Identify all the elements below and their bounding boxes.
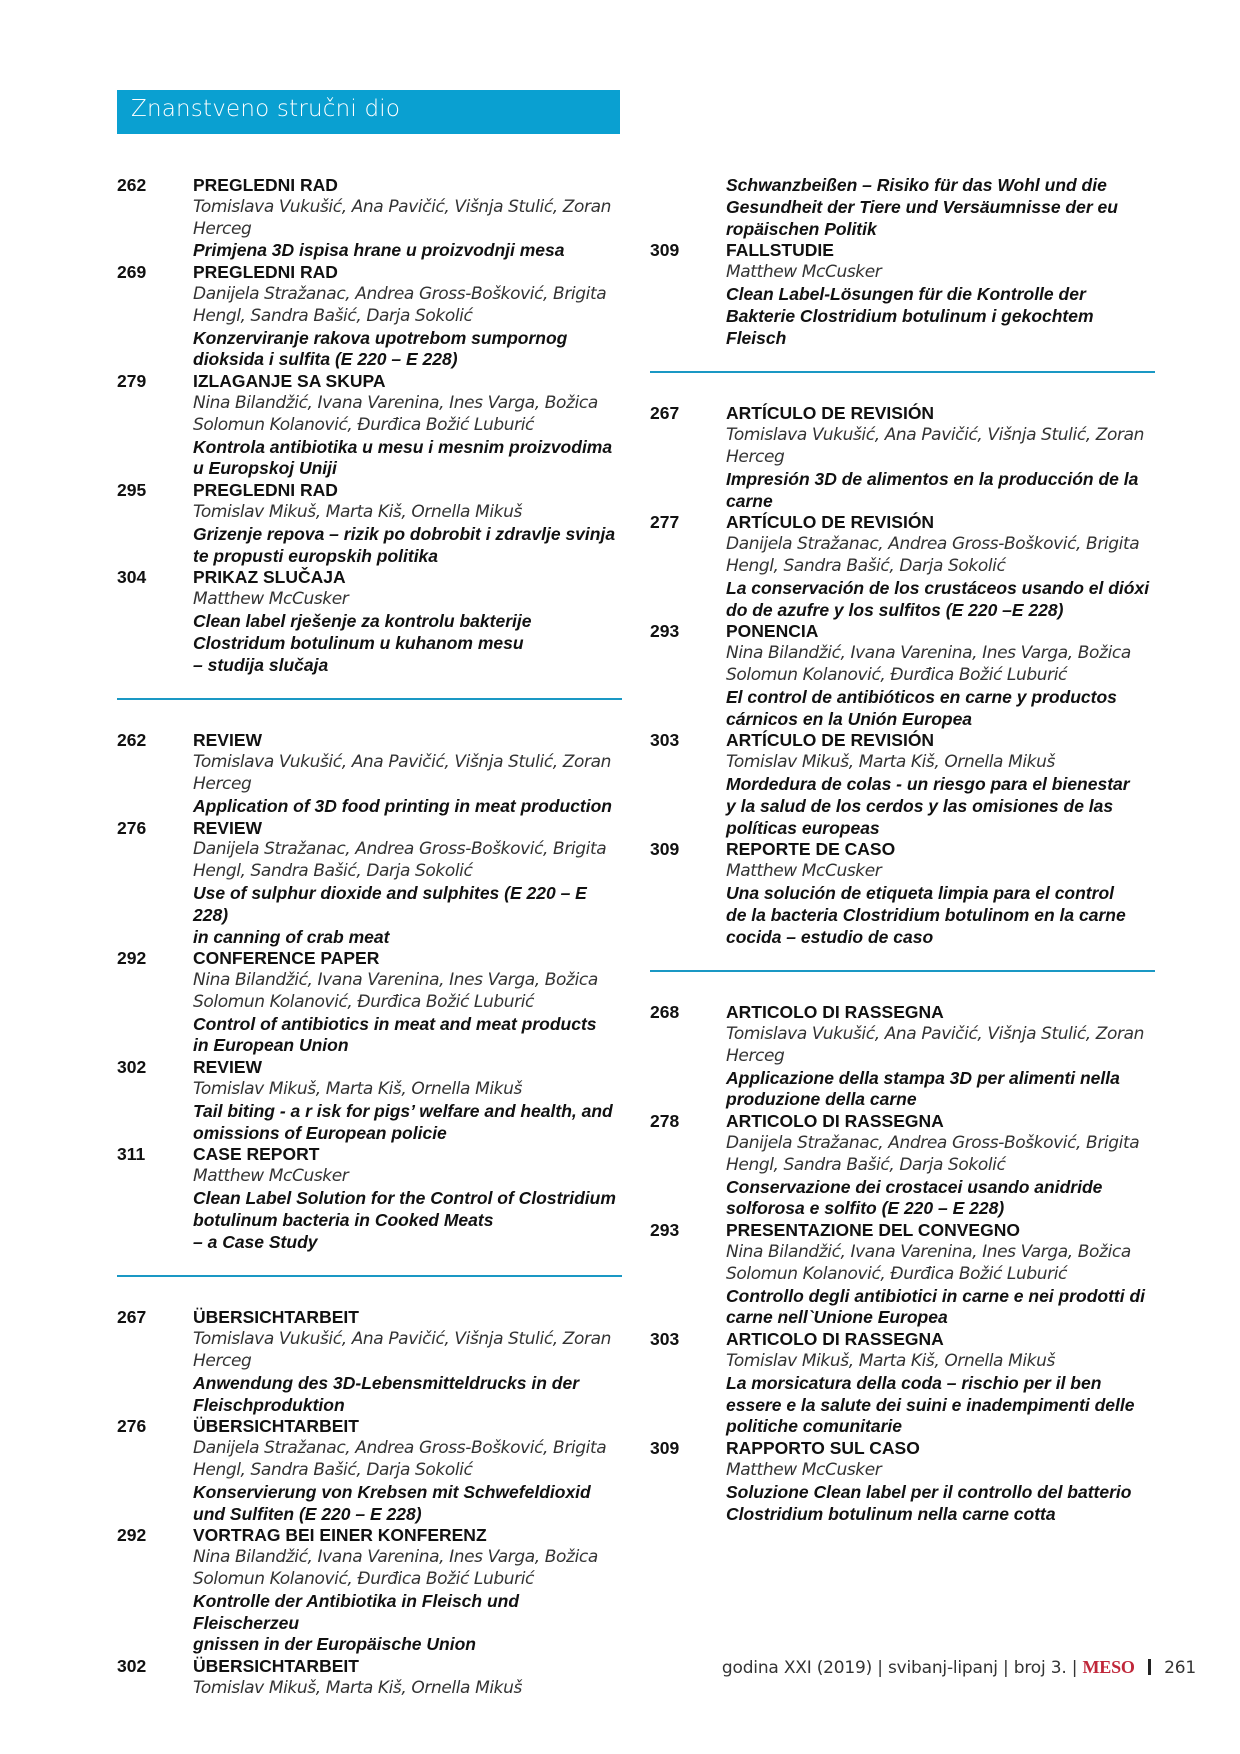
page-number: 304 [117, 567, 147, 588]
article-title[interactable]: Use of sulphur dioxide and sulphites (E 220 – E 228) [193, 882, 587, 925]
authors-line: Tomislav Mikuš, Marta Kiš, Ornella Mikuš [193, 1678, 522, 1698]
entry-body [726, 240, 1155, 349]
article-title[interactable]: Primjena 3D ispisa hrane u proizvodnji mesa [193, 240, 565, 261]
authors-line: Tomislava Vukušić, Ana Pavičić, Višnja Stulić, Zoran [193, 752, 611, 773]
section-header [117, 90, 620, 134]
article-title[interactable]: Konzerviranje rakova upotrebom sumpornog [193, 327, 568, 348]
article-title[interactable]: – a Case Study [193, 1231, 318, 1252]
authors-line: Tomislava Vukušić, Ana Pavičić, Višnja Stulić, Zoran [726, 1024, 1144, 1045]
entry-body [193, 1656, 622, 1700]
entry-body [193, 567, 622, 676]
entry-body [726, 621, 1155, 730]
authors-line: Herceg [193, 218, 252, 239]
page-number: 302 [117, 1656, 147, 1677]
entry-body [193, 818, 622, 949]
article-type: REPORTE DE CASO [726, 839, 896, 860]
authors-line: Danijela Stražanac, Andrea Gross-Bošković, Brigita [193, 839, 607, 860]
language-group [117, 730, 622, 1253]
authors-line: Solomun Kolanović, Đurđica Božić Luburić [193, 991, 534, 1012]
page-number: 303 [650, 730, 680, 751]
article-type: ARTICOLO DI RASSEGNA [726, 1002, 944, 1023]
entry-body [193, 1525, 622, 1656]
authors-line: Matthew McCusker [726, 1460, 882, 1481]
page-number: 302 [117, 1057, 147, 1078]
article-title[interactable]: gnissen in der Europäische Union [193, 1634, 476, 1655]
article-type: ARTICOLO DI RASSEGNA [726, 1111, 944, 1132]
language-group [650, 1002, 1155, 1525]
toc-entry[interactable] [117, 1656, 622, 1700]
issue-info: godina XXI (2019) | svibanj-lipanj | broj 3. | [721, 1658, 1078, 1678]
entry-body [726, 1220, 1155, 1329]
page-number: 267 [650, 403, 680, 424]
language-group [650, 403, 1155, 948]
authors-line: Hengl, Sandra Bašić, Darja Sokolić [193, 861, 473, 882]
authors-line: Danijela Stražanac, Andrea Gross-Bošković, Brigita [726, 1133, 1140, 1154]
authors-line: Nina Bilandžić, Ivana Varenina, Ines Varga, Božica [726, 643, 1131, 664]
article-title[interactable]: do de azufre y los sulfitos (E 220 –E 228) [726, 599, 1064, 620]
authors-line: Tomislav Mikuš, Marta Kiš, Ornella Mikuš [193, 501, 522, 522]
article-title[interactable]: Applicazione della stampa 3D per alimenti nella [726, 1067, 1120, 1088]
authors-line: Hengl, Sandra Bašić, Darja Sokolić [193, 305, 473, 326]
page-number: 276 [117, 1416, 147, 1437]
section-divider [117, 698, 622, 700]
article-title[interactable]: El control de antibióticos en carne y productos [726, 686, 1117, 707]
language-group [650, 240, 1155, 349]
toc-entry[interactable] [650, 1329, 1155, 1438]
page-number: 269 [117, 262, 147, 283]
page-number: 279 [117, 371, 147, 392]
language-group [117, 1307, 622, 1699]
page-number: 262 [117, 730, 147, 751]
right-column [650, 175, 1155, 1525]
authors-line: Herceg [726, 446, 785, 467]
article-title[interactable]: Soluzione Clean label per il controllo del batterio [726, 1481, 1132, 1502]
toc-entry[interactable] [117, 1525, 622, 1656]
page-number: 267 [117, 1307, 147, 1328]
article-title[interactable]: in canning of crab meat [193, 926, 390, 947]
toc-entry[interactable] [650, 1438, 1155, 1525]
toc-entry[interactable] [650, 240, 1155, 349]
article-type: ARTÍCULO DE REVISIÓN [726, 512, 935, 533]
toc-entry[interactable] [650, 1220, 1155, 1329]
page-number: 261 [1164, 1658, 1196, 1678]
authors-line: Tomislav Mikuš, Marta Kiš, Ornella Mikuš [726, 752, 1055, 773]
entry-body [726, 839, 1155, 948]
article-title[interactable]: cocida – estudio de caso [726, 926, 934, 947]
toc-entry[interactable] [117, 480, 622, 567]
page-number: 309 [650, 1438, 680, 1459]
page-number: 311 [117, 1144, 146, 1165]
article-title[interactable]: Grizenje repova – rizik po dobrobit i zdravlje svinja [193, 523, 616, 544]
article-title[interactable]: Fleischproduktion [193, 1394, 345, 1415]
page-number: 278 [650, 1111, 680, 1132]
article-title[interactable]: y la salud de los cerdos y las omisiones de las [726, 795, 1114, 816]
page-number: 309 [650, 839, 680, 860]
article-type: PREGLEDNI RAD [193, 480, 338, 501]
article-title[interactable]: La morsicatura della coda – rischio per il ben [726, 1372, 1102, 1393]
authors-line: Hengl, Sandra Bašić, Darja Sokolić [726, 1154, 1006, 1175]
article-type: PONENCIA [726, 621, 819, 642]
toc-entry[interactable] [117, 262, 622, 371]
authors-line: Hengl, Sandra Bašić, Darja Sokolić [726, 555, 1006, 576]
footer-separator [1148, 1659, 1151, 1675]
article-type: REVIEW [193, 817, 263, 838]
article-title[interactable]: solforosa e solfito (E 220 – E 228) [726, 1198, 1005, 1219]
article-type: CONFERENCE PAPER [193, 948, 380, 969]
authors-line: Tomislava Vukušić, Ana Pavičić, Višnja Stulić, Zoran [726, 425, 1144, 446]
toc-entry[interactable] [650, 1002, 1155, 1111]
entry-body [726, 1002, 1155, 1111]
entry-body [726, 1329, 1155, 1438]
article-title[interactable]: Konservierung von Krebsen mit Schwefeldioxid [193, 1481, 591, 1502]
authors-line: Matthew McCusker [193, 589, 349, 610]
authors-line: Nina Bilandžić, Ivana Varenina, Ines Varga, Božica [193, 970, 598, 991]
authors-line: Herceg [193, 1351, 252, 1372]
article-title[interactable]: Fleisch [726, 327, 787, 348]
authors-line: Solomun Kolanović, Đurđica Božić Luburić [726, 1263, 1067, 1284]
article-title[interactable]: Bakterie Clostridium botulinum i gekochtem [726, 305, 1094, 326]
page-number: 262 [117, 175, 147, 195]
article-type: PREGLEDNI RAD [193, 262, 338, 283]
article-title[interactable]: Kontrola antibiotika u mesu i mesnim proizvodima [193, 436, 613, 457]
article-title[interactable]: Control of antibiotics in meat and meat products [193, 1013, 597, 1034]
page-number: 309 [650, 240, 680, 261]
page-number: 303 [650, 1329, 680, 1350]
entry-body [193, 1057, 622, 1144]
section-divider [650, 371, 1155, 373]
article-title[interactable]: in European Union [193, 1035, 349, 1056]
article-title[interactable]: Application of 3D food printing in meat production [193, 795, 612, 816]
authors-line: Nina Bilandžić, Ivana Varenina, Ines Varga, Božica [726, 1242, 1131, 1263]
article-type: IZLAGANJE SA SKUPA [193, 371, 386, 392]
entry-body [726, 512, 1155, 621]
entry-body [193, 1307, 622, 1416]
toc-entry[interactable] [650, 621, 1155, 730]
article-title[interactable]: Clean label rješenje za kontrolu bakterije [193, 610, 532, 631]
article-title[interactable]: Clostridum botulinum u kuhanom mesu [193, 632, 524, 653]
page-number: 295 [117, 480, 147, 501]
language-group [117, 175, 622, 676]
toc-entry[interactable] [117, 1416, 622, 1525]
toc-entry[interactable] [650, 1111, 1155, 1220]
section-title: Znanstveno stručni dio [131, 96, 401, 122]
article-title[interactable]: botulinum bacteria in Cooked Meats [193, 1209, 494, 1230]
section-divider [117, 1275, 622, 1277]
toc-entry[interactable] [117, 1057, 622, 1144]
article-title[interactable]: Controllo degli antibiotici in carne e nei prodotti di [726, 1285, 1146, 1306]
authors-line: Nina Bilandžić, Ivana Varenina, Ines Varga, Božica [193, 1547, 598, 1568]
article-type: PRIKAZ SLUČAJA [193, 567, 346, 588]
entry-body [726, 730, 1155, 839]
article-title[interactable]: La conservación de los crustáceos usando el dióxi [726, 577, 1150, 598]
article-title[interactable]: carne nell`Unione Europea [726, 1307, 948, 1328]
toc-entry[interactable] [650, 403, 1155, 512]
article-title[interactable]: de la bacteria Clostridium botulinom en la carne [726, 904, 1126, 925]
section-divider [650, 970, 1155, 972]
article-title[interactable]: politiche comunitarie [726, 1416, 902, 1437]
entry-body [193, 175, 622, 262]
article-title[interactable]: Impresión 3D de alimentos en la producción de la carne [726, 468, 1139, 511]
entry-body [193, 1416, 622, 1525]
article-title[interactable]: u Europskoj Uniji [193, 458, 337, 479]
authors-line: Matthew McCusker [726, 861, 882, 882]
toc-entry[interactable] [650, 730, 1155, 839]
authors-line: Solomun Kolanović, Đurđica Božić Luburić [193, 1569, 534, 1590]
left-column [117, 175, 622, 1700]
article-type: REVIEW [193, 730, 263, 751]
article-type: ARTÍCULO DE REVISIÓN [726, 730, 935, 751]
entry-body [726, 1111, 1155, 1220]
authors-line: Danijela Stražanac, Andrea Gross-Bošković, Brigita [193, 283, 607, 304]
continued-title [650, 175, 1155, 240]
page-number: 277 [650, 512, 680, 533]
article-title[interactable]: te propusti europskih politika [193, 545, 439, 566]
page-number: 293 [650, 621, 680, 642]
article-type: REVIEW [193, 1057, 263, 1078]
page-number: 292 [117, 1525, 147, 1546]
toc-entry[interactable] [117, 371, 622, 480]
article-type: ÜBERSICHTARBEIT [193, 1416, 359, 1437]
entry-body [193, 730, 622, 817]
entry-body [193, 262, 622, 371]
article-title[interactable]: omissions of European policie [193, 1122, 447, 1143]
toc-entry[interactable] [117, 1307, 622, 1416]
page-number: 276 [117, 817, 147, 838]
authors-line: Herceg [726, 1045, 785, 1066]
authors-line: Danijela Stražanac, Andrea Gross-Bošković, Brigita [726, 534, 1140, 555]
toc-entry[interactable] [117, 567, 622, 676]
title-line: Gesundheit der Tiere und Versäumnisse der eu [726, 196, 1118, 217]
toc-entry[interactable] [117, 1144, 622, 1253]
article-title[interactable]: Conservazione dei crostacei usando anidride [726, 1176, 1103, 1197]
entry-body [726, 403, 1155, 512]
toc-entry[interactable] [650, 839, 1155, 948]
article-title[interactable]: und Sulfiten (E 220 – E 228) [193, 1503, 422, 1524]
article-type: VORTRAG BEI EINER KONFERENZ [193, 1525, 487, 1546]
article-title[interactable]: Una solución de etiqueta limpia para el control [726, 882, 1114, 903]
page-number: 292 [117, 948, 147, 969]
toc-entry[interactable] [650, 512, 1155, 621]
article-title[interactable]: Kontrolle der Antibiotika in Fleisch und Fleischerzeu [193, 1590, 520, 1633]
article-title[interactable]: cárnicos en la Unión Europea [726, 708, 973, 729]
article-type: FALLSTUDIE [726, 240, 834, 261]
authors-line: Solomun Kolanović, Đurđica Božić Luburić [193, 414, 534, 435]
article-type: PREGLEDNI RAD [193, 175, 338, 195]
authors-line: Tomislava Vukušić, Ana Pavičić, Višnja Stulić, Zoran [193, 1329, 611, 1350]
article-type: RAPPORTO SUL CASO [726, 1438, 920, 1459]
authors-line: Hengl, Sandra Bašić, Darja Sokolić [193, 1460, 473, 1481]
entry-body [193, 480, 622, 567]
article-title[interactable]: Clean Label-Lösungen für die Kontrolle der [726, 283, 1086, 304]
authors-line: Herceg [193, 773, 252, 794]
page-footer [722, 1657, 1196, 1678]
page-number: 268 [650, 1002, 680, 1023]
article-title[interactable]: – studija slučaja [193, 654, 329, 675]
authors-line: Tomislava Vukušić, Ana Pavičić, Višnja Stulić, Zoran [193, 196, 611, 217]
article-title[interactable]: políticas europeas [726, 817, 880, 838]
toc-entry[interactable] [117, 730, 622, 817]
article-title[interactable]: Tail biting - a r isk for pigs’ welfare and health, and [193, 1100, 613, 1121]
entry-body [193, 371, 622, 480]
article-type: ARTICOLO DI RASSEGNA [726, 1329, 944, 1350]
title-line: Schwanzbeißen – Risiko für das Wohl und die [726, 175, 1107, 195]
authors-line: Tomislav Mikuš, Marta Kiš, Ornella Mikuš [726, 1351, 1055, 1372]
authors-line: Matthew McCusker [726, 262, 882, 283]
article-title[interactable]: Mordedura de colas - un riesgo para el bienestar [726, 773, 1130, 794]
article-type: PRESENTAZIONE DEL CONVEGNO [726, 1220, 1020, 1241]
brand-logo: MESO [1082, 1657, 1135, 1677]
toc-entry[interactable] [117, 175, 622, 262]
article-type: ARTÍCULO DE REVISIÓN [726, 403, 935, 424]
article-type: CASE REPORT [193, 1144, 320, 1165]
article-title[interactable]: Clostridium botulinum nella carne cotta [726, 1503, 1056, 1524]
article-title[interactable]: produzione della carne [726, 1089, 917, 1110]
article-title[interactable]: Anwendung des 3D-Lebensmitteldrucks in der [193, 1372, 580, 1393]
article-title[interactable]: dioksida i sulfita (E 220 – E 228) [193, 349, 458, 370]
article-type: ÜBERSICHTARBEIT [193, 1656, 359, 1677]
authors-line: Nina Bilandžić, Ivana Varenina, Ines Varga, Božica [193, 392, 598, 413]
authors-line: Solomun Kolanović, Đurđica Božić Luburić [726, 664, 1067, 685]
article-title[interactable]: essere e la salute dei suini e inadempimenti delle [726, 1394, 1135, 1415]
article-title[interactable]: Clean Label Solution for the Control of Clostridium [193, 1188, 616, 1209]
authors-line: Danijela Stražanac, Andrea Gross-Bošković, Brigita [193, 1438, 607, 1459]
toc-entry[interactable] [117, 818, 622, 949]
authors-line: Tomislav Mikuš, Marta Kiš, Ornella Mikuš [193, 1079, 522, 1100]
article-type: ÜBERSICHTARBEIT [193, 1307, 359, 1328]
entry-body [193, 948, 622, 1057]
page-number: 293 [650, 1220, 680, 1241]
entry-body [726, 1438, 1155, 1525]
authors-line: Matthew McCusker [193, 1166, 349, 1187]
title-line: ropäischen Politik [726, 218, 877, 239]
toc-entry[interactable] [117, 948, 622, 1057]
entry-body [193, 1144, 622, 1253]
